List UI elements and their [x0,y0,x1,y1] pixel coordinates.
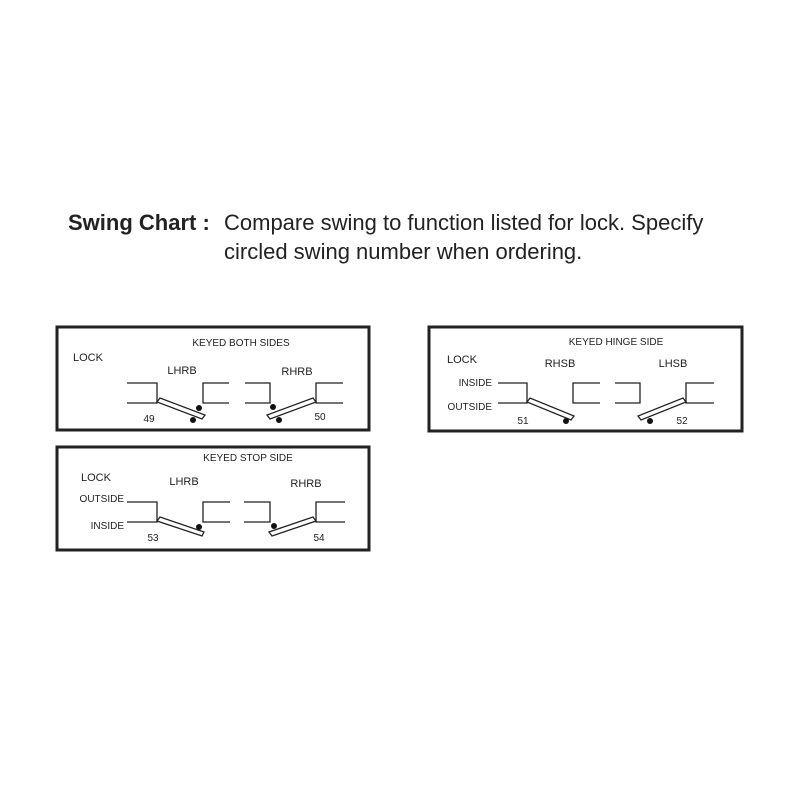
key-dot [647,418,653,424]
frame-left [127,383,157,403]
side-label: OUTSIDE [447,402,492,413]
door-diagram-51 [498,383,600,424]
lock-label: LOCK [447,354,477,366]
frame-left [127,502,157,522]
hand-label: LHRB [167,365,197,377]
panel-title: KEYED BOTH SIDES [192,338,290,349]
swing-number: 52 [676,416,688,427]
frame-right [316,502,345,522]
frame-right [573,383,600,403]
frame-right [686,383,714,403]
lock-label: LOCK [73,352,103,364]
side-label: INSIDE [90,521,124,532]
frame-right [203,502,230,522]
heading-line-1: Compare swing to function listed for lock. Specify [224,210,704,235]
door-leaf [527,398,574,420]
swing-number: 54 [313,533,325,544]
frame-left [498,383,527,403]
key-dot [196,524,202,530]
frame-left [244,502,270,522]
lock-label: LOCK [81,472,111,484]
panel-title: KEYED STOP SIDE [203,453,293,464]
swing-number: 49 [143,414,155,425]
key-dot [271,523,277,529]
heading-line-2: circled swing number when ordering. [224,239,583,264]
swing-number: 50 [314,412,326,423]
hand-label: LHRB [169,476,199,488]
side-label: OUTSIDE [79,494,124,505]
door-diagram-54 [244,502,345,536]
key-dot [276,417,282,423]
key-dot [270,404,276,410]
swing-number: 53 [147,533,159,544]
frame-right [203,383,229,403]
key-dot [190,417,196,423]
door-diagram-49 [127,383,229,423]
hand-label: RHSB [544,358,576,370]
frame-right [316,383,343,403]
panel-title: KEYED HINGE SIDE [568,337,664,348]
door-diagram-50 [245,383,343,423]
heading-label: Swing Chart : [68,210,210,235]
hand-label: LHSB [658,358,688,370]
door-diagram-52 [615,383,714,424]
frame-left [245,383,270,403]
key-dot [196,405,202,411]
door-diagram-53 [127,502,230,536]
key-dot [563,418,569,424]
swing-number: 51 [517,416,529,427]
side-label: INSIDE [458,378,492,389]
hand-label: RHRB [281,366,313,378]
frame-left [615,383,640,403]
hand-label: RHRB [290,478,322,490]
